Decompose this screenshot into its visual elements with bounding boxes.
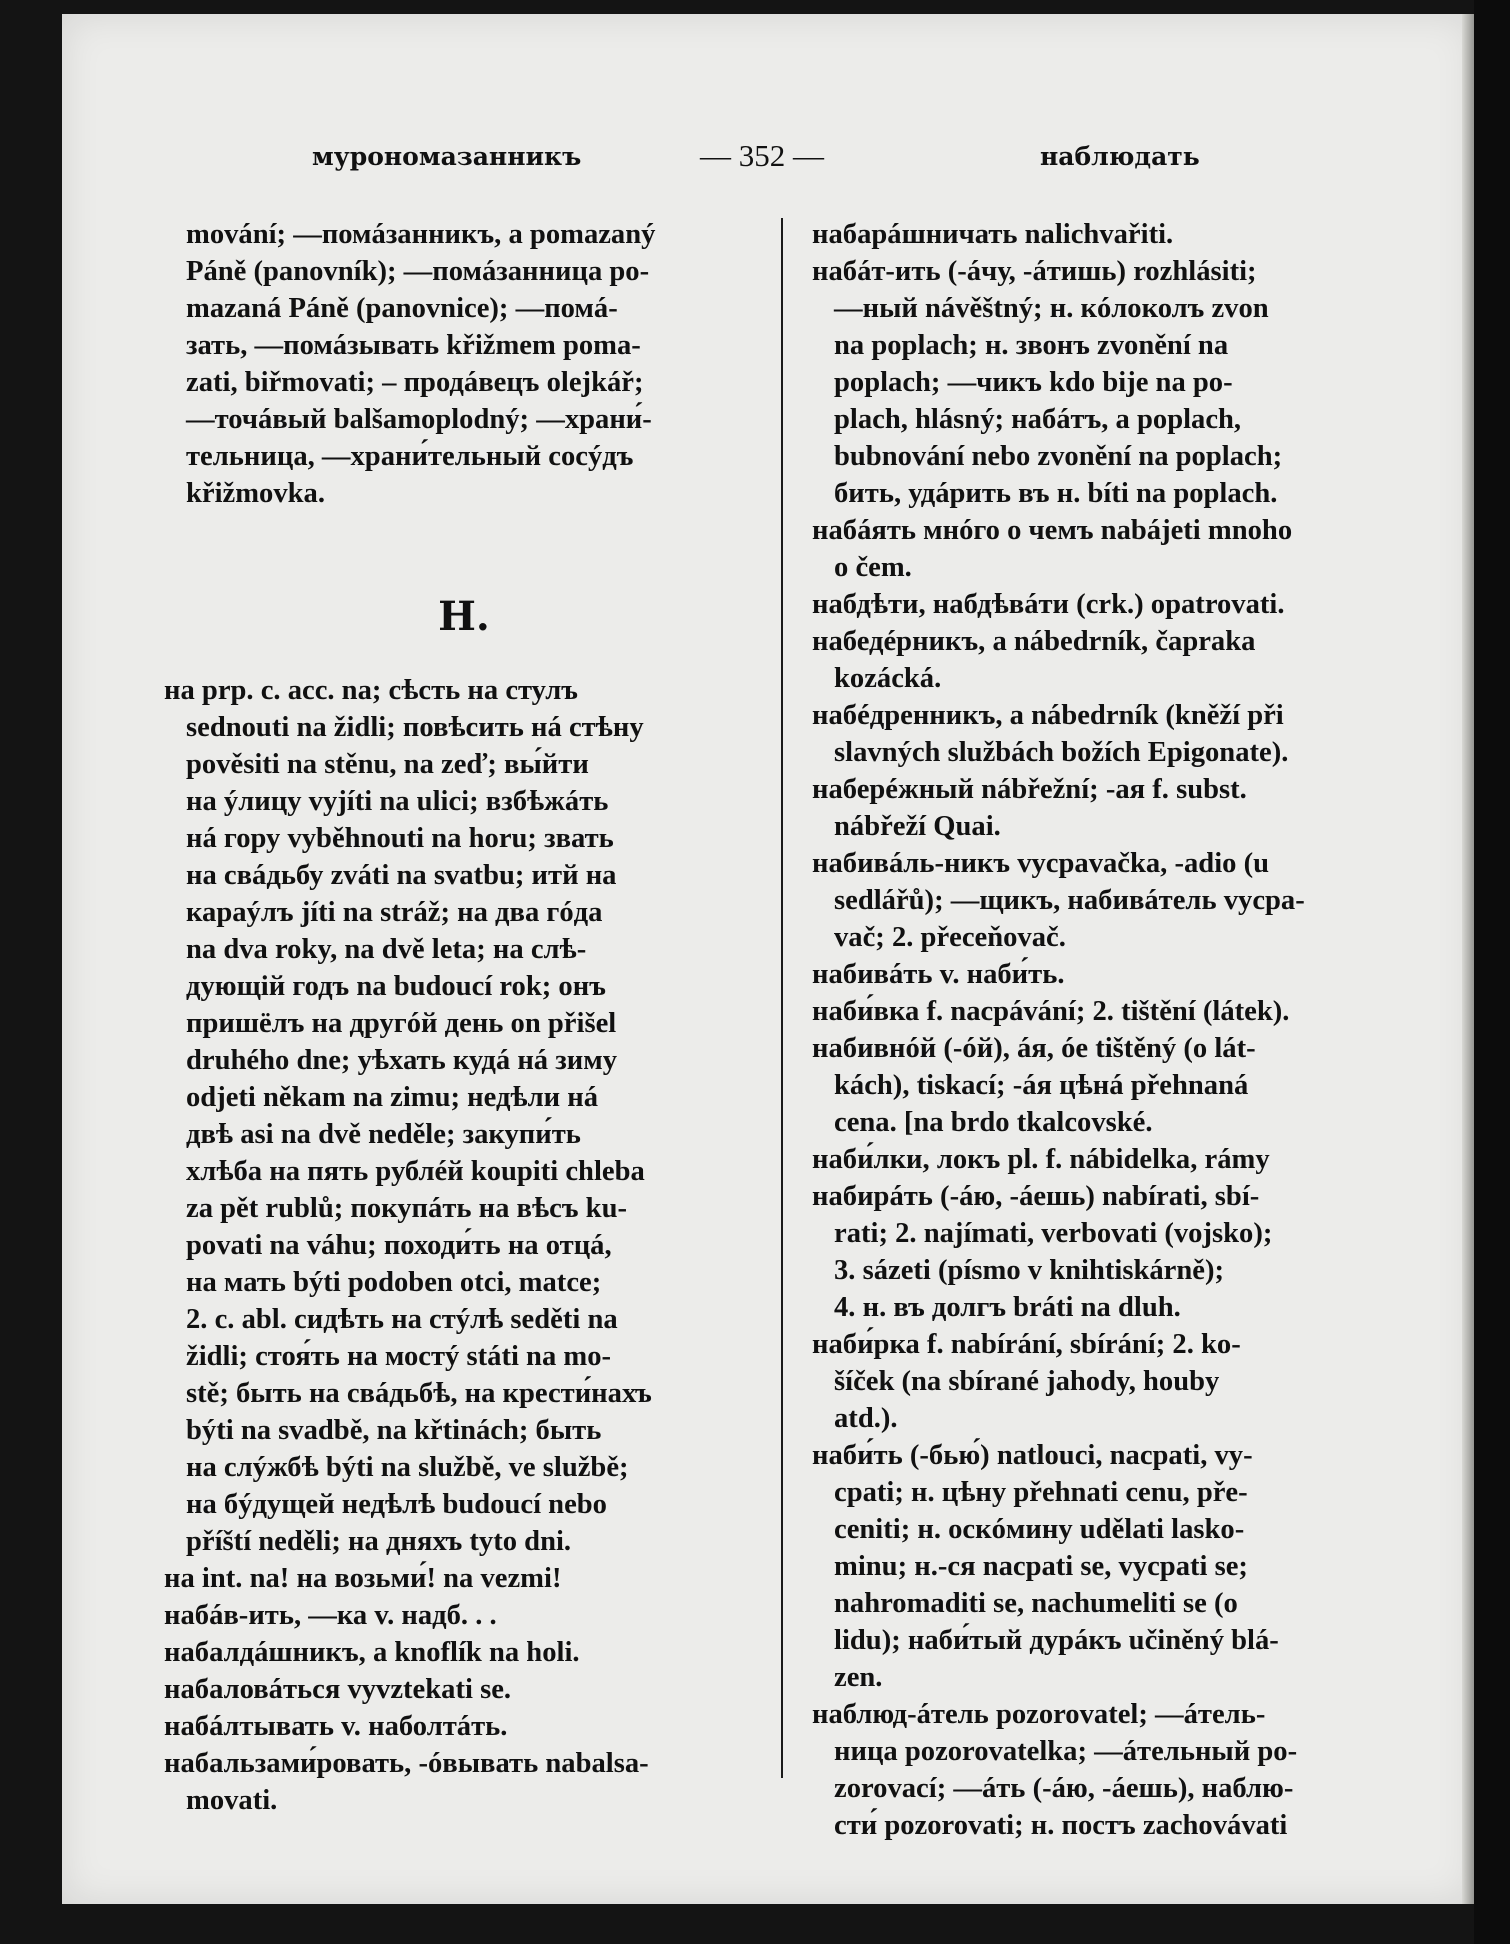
- text-line: nahromaditi se, nachumeliti se (o: [834, 1588, 1238, 1619]
- text-line: zati, biřmovati; – продáвецъ olejkář;: [186, 367, 644, 398]
- text-line: kách), tiskací; -áя цѣнá přehnaná: [834, 1070, 1249, 1101]
- text-line: povati na váhu; походи́ть на отцá,: [186, 1230, 612, 1261]
- text-line: ница pozorovatelka; —áтельный po-: [834, 1736, 1298, 1767]
- text-line: —точáвый balšamoplodný; —храни́-: [186, 404, 652, 435]
- text-line: —ный návěštný; н. кóлоколъ zvon: [834, 293, 1269, 324]
- running-header: [0, 138, 1510, 182]
- text-line: za pět rublů; покупáть на вѣсъ ku-: [186, 1193, 627, 1224]
- text-line: mování; —помáзанникъ, a pomazaný: [186, 219, 656, 250]
- text-line: sednouti na židli; повѣсить нá стѣну: [186, 712, 644, 743]
- column-divider: [781, 218, 783, 1778]
- text-line: набедéрникъ, a nábedrník, čapraka: [812, 626, 1256, 657]
- header-right-word: наблюдать: [1040, 142, 1200, 171]
- text-line: poplach; —чикъ kdo bije na po-: [834, 367, 1233, 398]
- text-line: наблюд-áтель pozorovatel; —áтель-: [812, 1699, 1266, 1730]
- text-line: býti na svadbě, na křtinách; быть: [186, 1415, 602, 1446]
- header-left-word: мурономазанникъ: [312, 142, 582, 171]
- text-line: наберéжный nábřežní; -ая f. subst.: [812, 774, 1247, 805]
- text-line: na poplach; н. звонъ zvonění na: [834, 330, 1229, 361]
- text-line: kozácká.: [834, 663, 942, 694]
- text-line: набáять мнóго о чемъ nabájeti mnoho: [812, 515, 1293, 546]
- text-line: бить, удáрить въ н. bíti na poplach.: [834, 478, 1278, 509]
- text-line: Páně (panovník); —помáзанница po-: [186, 256, 650, 287]
- right-column: [812, 216, 1412, 1844]
- text-line: židli; стоя́ть на мостý státi na mo-: [186, 1341, 612, 1372]
- text-line: зать, —помáзывать křižmem poma-: [186, 330, 641, 361]
- text-line: křižmovka.: [186, 478, 325, 509]
- text-line: minu; н.-ся nacpati se, vycpati se;: [834, 1551, 1248, 1582]
- text-line: bubnování nebo zvonění na poplach;: [834, 441, 1283, 472]
- text-line: sedlářů); —щикъ, набивáтель vycpa-: [834, 885, 1305, 916]
- text-line: набарáшничать nalichvařiti.: [812, 219, 1174, 250]
- text-line: na dva roky, na dvě leta; на слѣ-: [186, 934, 587, 965]
- left-top-entries: [164, 216, 764, 512]
- text-line: набéдренникъ, a nábedrník (kněží při: [812, 700, 1284, 731]
- text-line: на ýлицу vyjíti na ulici; взбѣжáть: [186, 786, 609, 817]
- text-line: набдѣти, набдѣвáти (crk.) opatrovati.: [812, 589, 1285, 620]
- text-line: наби́ть (-бью́) natlouci, nacpati, vy-: [812, 1440, 1253, 1471]
- text-line: набивáть v. наби́ть.: [812, 959, 1065, 990]
- text-line: наби́рка f. nabírání, sbírání; 2. ko-: [812, 1329, 1241, 1360]
- text-line: набáв-ить, —ка v. надб. . .: [164, 1600, 497, 1631]
- text-line: на int. na! на возьми́! na vezmi!: [164, 1563, 562, 1594]
- left-bottom-entries: [164, 672, 764, 1819]
- text-line: vač; 2. přeceňovač.: [834, 922, 1066, 953]
- text-line: nábřeží Quai.: [834, 811, 1001, 842]
- text-line: 4. н. въ долгъ bráti na dluh.: [834, 1292, 1181, 1323]
- left-column: [164, 216, 764, 1819]
- text-line: movati.: [186, 1785, 278, 1816]
- text-line: zen.: [834, 1662, 883, 1693]
- text-line: rati; 2. najímati, verbovati (vojsko);: [834, 1218, 1273, 1249]
- text-line: караýлъ jíti na stráž; на два гóда: [186, 897, 603, 928]
- text-line: на бýдущей недѣлѣ budoucí nebo: [186, 1489, 607, 1520]
- text-line: двѣ asi na dvě neděle; закупи́ть: [186, 1119, 581, 1150]
- text-line: набивáль-никъ vycpavačka, -adio (u: [812, 848, 1270, 879]
- text-line: cena. [na brdo tkalcovské.: [834, 1107, 1153, 1138]
- text-line: 2. c. abl. сидѣть на стýлѣ seděti na: [186, 1304, 618, 1335]
- text-line: набирáть (-áю, -áешь) nabírati, sbí-: [812, 1181, 1260, 1212]
- text-line: lidu); наби́тый дурáкъ učiněný blá-: [834, 1625, 1279, 1656]
- text-line: pověsiti na stěnu, na zeď; вы́йти: [186, 749, 589, 780]
- text-line: тельница, —храни́тельный сосýдъ: [186, 441, 634, 472]
- text-line: набальзами́ровать, -óвывать nabalsa-: [164, 1748, 649, 1779]
- text-line: на слýжбѣ býti na službě, ve službě;: [186, 1452, 629, 1483]
- text-line: сти́ pozorovati; н. постъ zachovávati: [834, 1810, 1288, 1841]
- text-line: наби́вка f. nacpávání; 2. tištění (látek).: [812, 996, 1290, 1027]
- text-line: slavných službách božích Epigonate).: [834, 737, 1289, 768]
- text-line: хлѣба на пять рублéй koupiti chleba: [186, 1156, 645, 1187]
- text-line: odjeti někam na zimu; недѣли нá: [186, 1082, 599, 1113]
- scan-background: [1474, 0, 1510, 1944]
- text-line: ceniti; н. оскóмину udělati lasko-: [834, 1514, 1245, 1545]
- text-line: stě; быть на свáдьбѣ, на крести́нахъ: [186, 1378, 652, 1409]
- text-line: набаловáться vyvztekati se.: [164, 1674, 512, 1705]
- text-line: на prp. c. acc. na; сѣсть на стулъ: [164, 675, 578, 706]
- page-number: — 352 —: [700, 138, 824, 173]
- text-line: на свáдьбу zváti na svatbu; итй на: [186, 860, 617, 891]
- text-line: набивнóй (-óй), áя, óе tištěný (o lát-: [812, 1033, 1256, 1064]
- text-line: zorovací; —áть (-áю, -áешь), наблю-: [834, 1773, 1294, 1804]
- text-line: на мать býti podoben otci, matce;: [186, 1267, 602, 1298]
- text-line: дующій годъ na budoucí rok; онъ: [186, 971, 606, 1002]
- text-line: пришёлъ на другóй день on přišel: [186, 1008, 617, 1039]
- text-line: o čem.: [834, 552, 912, 583]
- text-line: набалдáшникъ, a knoflík na holi.: [164, 1637, 580, 1668]
- section-letter-heading: Н.: [438, 593, 490, 640]
- text-line: 3. sázeti (písmo v knihtiskárně);: [834, 1255, 1224, 1286]
- text-line: atd.).: [834, 1403, 898, 1434]
- text-line: šíček (na sbírané jahody, houby: [834, 1366, 1220, 1397]
- text-line: набáт-ить (-áчу, -áтишь) rozhlásiti;: [812, 256, 1257, 287]
- text-line: mazaná Páně (panovnice); —помá-: [186, 293, 618, 324]
- text-line: příští neděli; на дняхъ tyto dni.: [186, 1526, 572, 1557]
- text-line: druhého dne; уѣхать кудá нá зиму: [186, 1045, 617, 1076]
- text-line: cpati; н. цѣну přehnati cenu, pře-: [834, 1477, 1248, 1508]
- text-line: наби́лки, локъ pl. f. nábidelka, rámy: [812, 1144, 1270, 1175]
- text-line: нá гору vyběhnouti na horu; звать: [186, 823, 614, 854]
- text-line: набáлтывать v. наболтáть.: [164, 1711, 508, 1742]
- text-line: plach, hlásný; набáтъ, a poplach,: [834, 404, 1242, 435]
